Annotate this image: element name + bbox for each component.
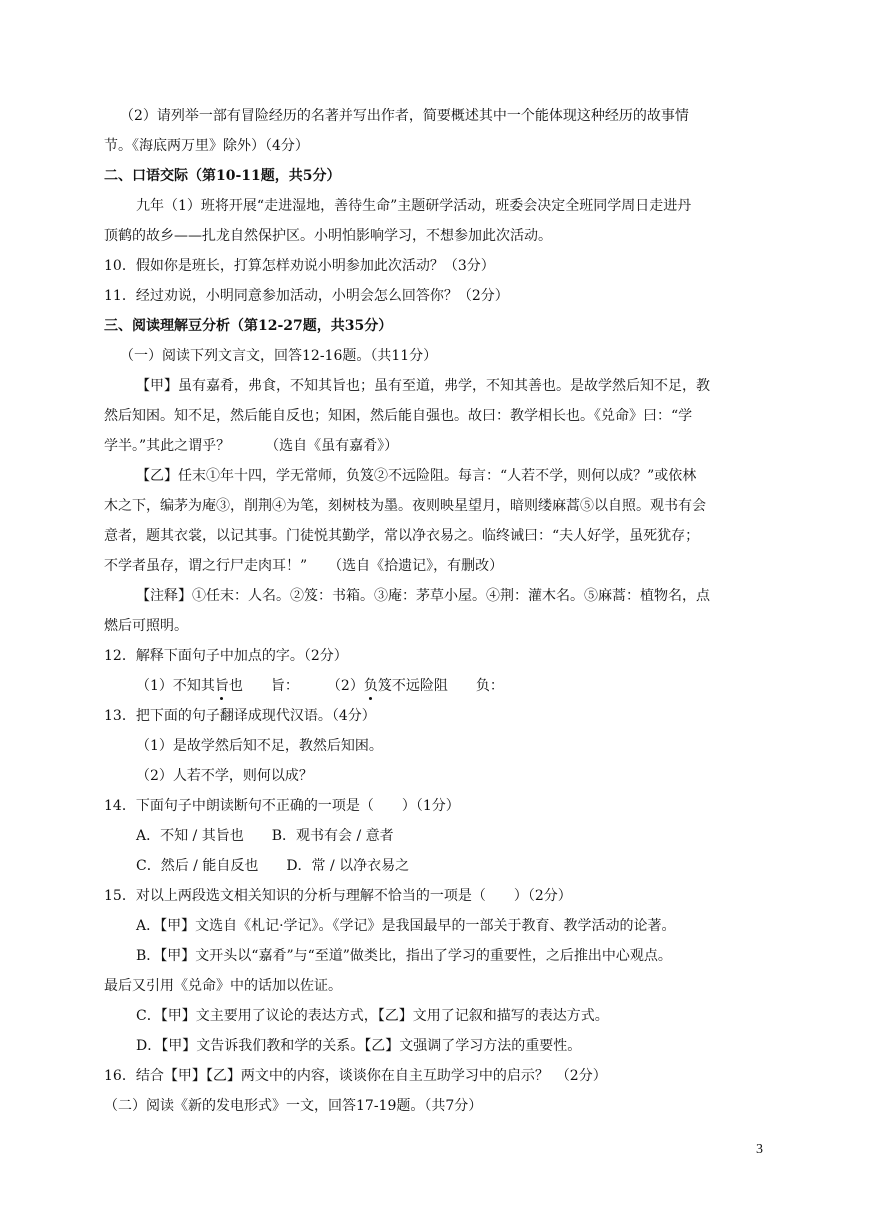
annotation-line: 【注释】①任末：人名。②笈：书箱。③庵：茅草小屋。④荆：灌木名。⑤麻蒿：植物名，点 [136, 588, 710, 604]
subsection-heading: （二）阅读《新的发电形式》一文，回答17-19题。（共7分） [104, 1098, 483, 1114]
page-number: 3 [756, 1142, 763, 1157]
question-10: 10．假如你是班长，打算怎样劝说小明参加此次活动？（3分） [104, 258, 495, 274]
text-line: 节。《海底两万里》除外）（4分） [104, 138, 309, 154]
text-line: 顶鹤的故乡——扎龙自然保护区。小明怕影响学习，不想参加此次活动。 [104, 228, 552, 244]
text-line: 意者，题其衣裳，以记其事。门徒悦其勤学，常以净衣易之。临终诫曰：“夫人好学，虽死犹存； [104, 528, 700, 544]
question-14: 14．下面句子中朗读断句不正确的一项是（ ）（1分） [104, 798, 460, 814]
question-13-item: （1）是故学然后知不足，教然后知困。 [136, 738, 383, 754]
option-line: C．【甲】文主要用了议论的表达方式，【乙】文用了记叙和描写的表达方式。 [136, 1008, 609, 1024]
option-line: B．【甲】文开头以“嘉肴”与“至道”做类比，指出了学习的重要性，之后推出中心观点。 [136, 948, 672, 964]
question-15: 15．对以上两段选文相关知识的分析与理解不恰当的一项是（ ）（2分） [104, 888, 572, 904]
text-line: 然后知困。知不足，然后能自反也；知困，然后能自强也。故曰：教学相长也。《兑命》曰：“学 [104, 408, 693, 424]
question-16: 16．结合【甲】【乙】两文中的内容，谈谈你在自主互助学习中的启示？ （2分） [104, 1068, 607, 1084]
question-11: 11．经过劝说，小明同意参加活动，小明会怎么回答你？（2分） [104, 288, 509, 304]
question-13: 13．把下面的句子翻译成现代汉语。（4分） [104, 708, 376, 724]
text-line: 不学者虽存，谓之行尸走肉耳！” （选自《拾遗记》，有删改） [104, 558, 504, 574]
text-line: 木之下，编茅为庵③，削荆④为笔，刻树枝为墨。夜则映星望月，暗则缕麻蒿⑤以自照。观书有会 [104, 498, 706, 514]
option-line: 最后又引用《兑命》中的话加以佐证。 [104, 978, 342, 994]
option-line: A．【甲】文选自《札记·学记》。《学记》是我国最早的一部关于教育、教学活动的论著。 [136, 918, 676, 934]
option-line: D．【甲】文告诉我们教和学的关系。【乙】文强调了学习方法的重要性。 [136, 1038, 582, 1054]
text-line: 九年（1）班将开展“走进湿地，善待生命”主题研学活动，班委会决定全班同学周日走进丹 [136, 198, 692, 214]
annotation-line: 燃后可照明。 [104, 618, 188, 634]
option-line: A．不知 / 其旨也 B．观书有会 / 意者 [136, 828, 394, 844]
text-line: 学半。”其此之谓乎？ （选自《虽有嘉肴》） [104, 438, 399, 454]
section-heading: 三、阅读理解豆分析（第12-27题，共35分） [104, 318, 393, 334]
text-line: 【甲】虽有嘉肴，弗食，不知其旨也；虽有至道，弗学，不知其善也。是故学然后知不足，教 [136, 378, 710, 394]
option-line: C．然后 / 能自反也 D．常 / 以净衣易之 [136, 858, 410, 874]
question-12: 12．解释下面句子中加点的字。（2分） [104, 648, 348, 664]
section-heading: 二、口语交际（第10-11题，共5分） [104, 168, 341, 184]
text-line: 【乙】任末①年十四，学无常师，负笈②不远险阻。每言：“人若不学，则何以成？”或依林 [136, 468, 697, 484]
dotted-char: 旨 [214, 678, 229, 694]
subsection-heading: （一）阅读下列文言文，回答12-16题。（共11分） [120, 348, 438, 364]
question-12-items: （1）不知其旨也 旨： （2）负笈不远险阻 负： [136, 678, 504, 694]
dotted-char: 负 [363, 678, 378, 694]
question-13-item: （2）人若不学，则何以成？ [136, 768, 313, 784]
text-line: （2）请列举一部有冒险经历的名著并写出作者，简要概述其中一个能体现这种经历的故事情 [120, 108, 689, 124]
